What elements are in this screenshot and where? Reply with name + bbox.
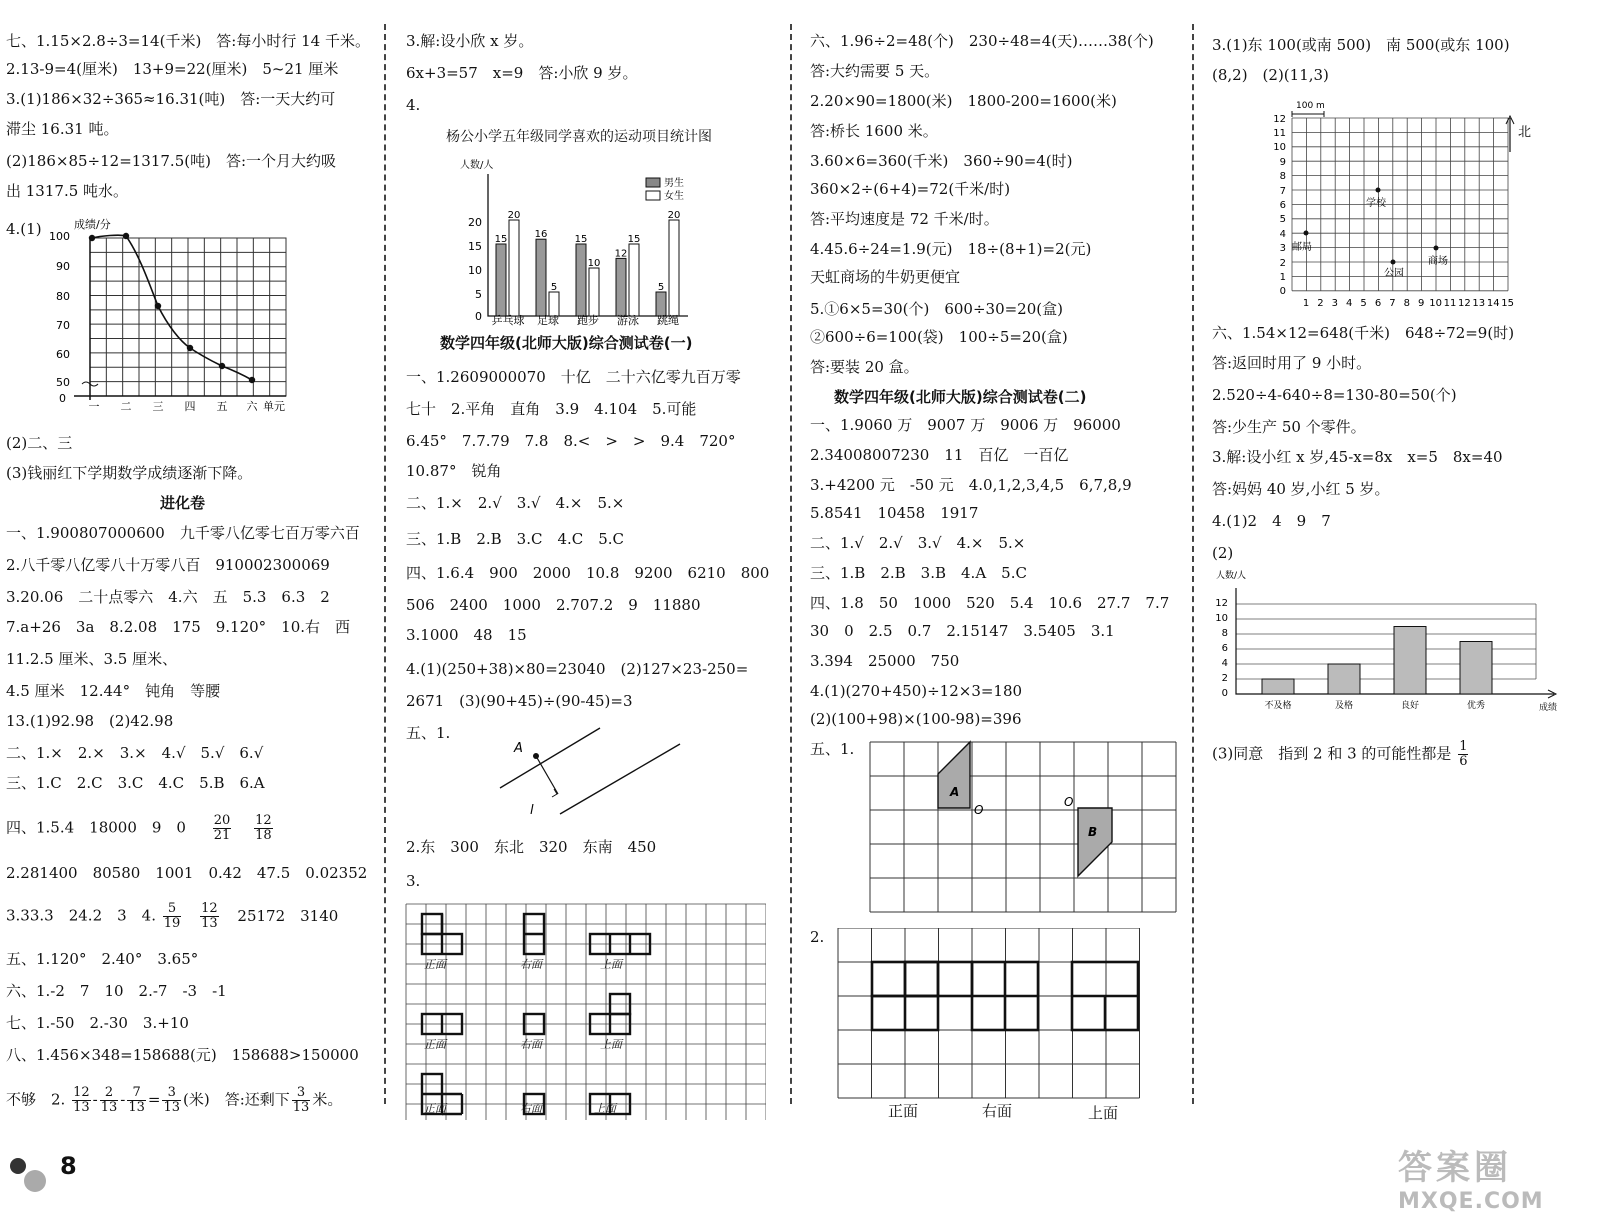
bar-girls	[509, 220, 519, 316]
fraction: $\frac{5}{19}$	[163, 901, 181, 931]
view-label: 上面	[1088, 1104, 1119, 1122]
x-tick: 三	[152, 400, 164, 413]
answer-line: 4.(1)2 4 9 7	[1212, 512, 1331, 530]
answer-line: (8,2) (2)(11,3)	[1212, 66, 1329, 84]
answer-line: (2)二、三	[6, 434, 73, 452]
page-number: 8	[60, 1152, 77, 1180]
y-tick: 50	[56, 376, 70, 389]
y-tick: 10	[1215, 613, 1228, 624]
x-tick: 良好	[1400, 701, 1420, 711]
answer-line: (2)(100+98)×(100-98)=396	[810, 710, 1022, 728]
answer-line: 2.281400 80580 1001 0.42 47.5 0.02352	[6, 864, 368, 882]
answer-line: 答:妈妈 40 岁,小红 5 岁。	[1212, 480, 1390, 498]
answer-line: 13.(1)92.98 (2)42.98	[6, 712, 174, 730]
y-tick: 4	[1279, 229, 1286, 240]
y-tick: 20	[468, 216, 482, 229]
x-tick: 跳绳	[657, 314, 679, 326]
answer-line: 2.八千零八亿零八十万零八百 910002300069	[6, 556, 330, 574]
answer-line: 答:桥长 1600 米。	[810, 122, 938, 140]
answer-line: 5.8541 10458 1917	[810, 504, 979, 522]
point-label: A	[514, 741, 523, 756]
answer-line: 一、1.900807000600 九千零八亿零七百万零六百	[6, 524, 360, 542]
x-tick: 3	[1331, 298, 1338, 309]
view-label: 右面	[520, 958, 542, 971]
answer-line: 4.45.6÷24=1.9(元) 18÷(8+1)=2(元)	[810, 240, 1092, 258]
answer-line: 5.①6×5=30(个) 600÷30=20(盒)	[810, 300, 1063, 318]
answer-line: 3.+4200 元 -50 元 4.0,1,2,3,4,5 6,7,8,9	[810, 476, 1132, 494]
fraction: $\frac{3}{13}$	[292, 1085, 310, 1115]
answer-line: 2.13-9=4(厘米) 13+9=22(厘米) 5~21 厘米	[6, 60, 339, 78]
answer-line: 2671 (3)(90+45)÷(90-45)=3	[406, 692, 633, 710]
answer-line: 3.解:设小欣 x 岁。	[406, 32, 534, 50]
bar-girls	[669, 220, 679, 316]
place-label: 邮局	[1292, 242, 1312, 253]
bar-label: 10	[587, 258, 601, 269]
y-tick: 3	[1279, 243, 1286, 254]
decorative-dot	[10, 1158, 26, 1174]
answer-line: 三、1.B 2.B 3.B 4.A 5.C	[810, 564, 1027, 582]
y-tick: 0	[475, 310, 482, 323]
chart-title: 杨公小学五年级同学喜欢的运动项目统计图	[446, 129, 712, 145]
answer-line: 二、1.× 2.× 3.× 4.√ 5.√ 6.√	[6, 744, 264, 762]
answer-line: 六、1.54×12=648(千米) 648÷72=9(时)	[1212, 324, 1515, 342]
shape-label: A	[950, 785, 960, 799]
view-label: 正面	[424, 958, 446, 971]
y-tick: 8	[1279, 171, 1286, 182]
perpendicular-line-figure	[490, 722, 690, 822]
line-chart-scores	[40, 216, 300, 416]
answer-line: 六、1.96÷2=48(个) 230÷48=4(天)……38(个)	[810, 32, 1154, 50]
answer-line: (2)	[1212, 544, 1234, 562]
y-tick: 90	[56, 260, 70, 273]
view-label: 正面	[888, 1102, 919, 1120]
section-title: 进化卷	[160, 494, 206, 512]
answer-line: 答:要装 20 盒。	[810, 358, 919, 376]
x-tick: 二	[120, 400, 132, 413]
answer-line: 4.(1)(270+450)÷12×3=180	[810, 682, 1023, 700]
x-tick: 一	[88, 400, 100, 413]
x-tick: 6	[1374, 298, 1382, 309]
bar-label: 5	[657, 282, 665, 293]
bar-boys	[576, 244, 586, 316]
y-tick: 15	[468, 240, 482, 253]
x-tick: 优秀	[1466, 701, 1486, 711]
bar-label: 15	[494, 234, 508, 245]
answer-line: 2.东 300 东北 320 东南 450	[406, 838, 657, 856]
fraction: $\frac{12}{18}$	[255, 813, 272, 843]
x-tick: 2	[1317, 298, 1324, 309]
answer-line: 3.	[406, 872, 421, 890]
answer-line: 出 1317.5 吨水。	[6, 182, 129, 200]
bar-girls	[549, 292, 559, 316]
y-tick: 12	[1215, 598, 1228, 609]
view-label: 右面	[520, 1038, 542, 1051]
y-tick: 0	[59, 392, 66, 405]
y-tick: 1	[1279, 272, 1286, 283]
chart-ylabel: 人数/人	[1216, 571, 1247, 581]
y-tick: 9	[1279, 157, 1286, 168]
y-tick: 4	[1221, 658, 1228, 669]
answer-line: 2.520÷4-640÷8=130-80=50(个)	[1212, 386, 1457, 404]
y-tick: 12	[1273, 114, 1286, 125]
x-tick: 5	[1360, 298, 1367, 309]
column-separator	[384, 24, 386, 1104]
answer-line: 4.	[406, 96, 421, 114]
x-tick: 11	[1443, 298, 1457, 309]
north-label: 北	[1518, 125, 1532, 140]
answer-line: 一、1.2609000070 十亿 二十六亿零九百万零	[406, 368, 741, 386]
answer-line: 七、1.-50 2.-30 3.+10	[6, 1014, 189, 1032]
answer-line: 3.1000 48 15	[406, 626, 527, 644]
x-tick: 游泳	[617, 314, 639, 326]
answer-line: 2.20×90=1800(米) 1800-200=1600(米)	[810, 92, 1117, 110]
decorative-dot	[24, 1170, 46, 1192]
answer-line: 五、1.	[406, 724, 451, 742]
answer-line: 答:少生产 50 个零件。	[1212, 418, 1366, 436]
line-label: l	[530, 803, 534, 818]
answer-line: 五、1.	[810, 740, 855, 758]
x-tick: 14	[1486, 298, 1500, 309]
point-label: O	[1064, 795, 1074, 809]
bar-label: 15	[627, 234, 641, 245]
answer-line: 30 0 2.5 0.7 2.15147 3.5405 3.1	[810, 622, 1115, 640]
answer-line: 四、1.6.4 900 2000 10.8 9200 6210 800	[406, 564, 770, 582]
answer-line: 不够 2. $\frac{12}{13}$ - $\frac{2}{13}$ - $\frac{7}{13}$ = $\frac{3}{13}$ (米) 答:还剩下 $\frac{3}{13}$ 米。	[6, 1085, 343, 1115]
answer-line: 4.(1)	[6, 220, 42, 238]
answer-line: 3.60×6=360(千米) 360÷90=4(时)	[810, 152, 1073, 170]
view-label: 上面	[600, 1038, 622, 1051]
fraction: $\frac{12}{13}$	[201, 901, 218, 931]
watermark: 答案圈 MXQE.COM	[1398, 1148, 1544, 1214]
bar-label: 15	[574, 234, 588, 245]
view-label: 右面	[982, 1102, 1013, 1120]
bar-girls	[589, 268, 599, 316]
x-tick: 10	[1429, 298, 1442, 309]
x-tick: 六	[246, 400, 258, 413]
answer-line: 答:大约需要 5 天。	[810, 62, 940, 80]
legend-girl: 女生	[664, 191, 684, 202]
answer-line: ②600÷6=100(袋) 100÷5=20(盒)	[810, 328, 1068, 346]
view-label: 上面	[600, 958, 622, 971]
place-label: 公园	[1384, 268, 1404, 279]
y-tick: 100	[49, 230, 70, 243]
column-separator	[790, 24, 792, 1104]
bar-boys	[656, 292, 666, 316]
y-tick: 0	[1279, 286, 1286, 297]
section-title: 数学四年级(北师大版)综合测试卷(一)	[440, 334, 693, 352]
answer-line: 答:返回时用了 9 小时。	[1212, 354, 1372, 372]
x-label: 成绩	[1538, 703, 1558, 713]
answer-line: 二、1.× 2.√ 3.√ 4.× 5.×	[406, 494, 625, 512]
answer-line: 一、1.9060 万 9007 万 9006 万 96000	[810, 416, 1121, 434]
x-tick: 足球	[537, 314, 559, 326]
y-tick: 5	[475, 288, 482, 301]
bar-label: 20	[507, 210, 521, 221]
fraction: $\frac{12}{13}$	[73, 1085, 90, 1115]
bar-girls	[629, 244, 639, 316]
answer-line: 天虹商场的牛奶更便宜	[810, 268, 961, 286]
bar-grade	[1262, 679, 1294, 694]
bar-label: 5	[550, 282, 558, 293]
x-unit: 单元	[263, 400, 285, 413]
bar-chart-grades	[1208, 566, 1564, 716]
x-tick: 五	[216, 400, 228, 413]
bar-label: 12	[614, 248, 628, 260]
fraction: $\frac{1}{6}$	[1459, 739, 1468, 769]
answer-line: 八、1.456×348=158688(元) 158688>150000	[6, 1046, 359, 1064]
view-label: 正面	[424, 1038, 446, 1051]
answer-line: 4.(1)(250+38)×80=23040 (2)127×23-250=	[406, 660, 749, 678]
answer-line: 3.20.06 二十点零六 4.六 五 5.3 6.3 2	[6, 588, 330, 606]
view-label: 右面	[520, 1102, 542, 1115]
x-tick: 1	[1302, 298, 1310, 309]
bar-grade	[1328, 664, 1360, 694]
x-tick: 跑步	[577, 314, 599, 326]
view-label: 上面	[594, 1102, 616, 1115]
x-tick: 不及格	[1264, 701, 1292, 711]
y-tick: 0	[1221, 688, 1228, 699]
answer-line: 七十 2.平角 直角 3.9 4.104 5.可能	[406, 400, 697, 418]
legend-boy: 男生	[664, 178, 684, 189]
answer-line: 11.2.5 厘米、3.5 厘米、	[6, 650, 178, 668]
bar-grade	[1460, 642, 1492, 695]
answer-line: 答:平均速度是 72 千米/时。	[810, 210, 999, 228]
bar-boys	[616, 258, 626, 316]
point-label: O	[974, 803, 984, 817]
views-grid	[836, 928, 1142, 1128]
place-label: 学校	[1366, 198, 1386, 209]
answer-line: 五、1.120° 2.40° 3.65°	[6, 950, 199, 968]
bar-chart-sports	[456, 154, 716, 326]
x-tick: 12	[1458, 298, 1471, 309]
answer-line: 3.33.3 24.2 3 4. $\frac{5}{19}$ $\frac{12}{13}$ 25172 3140	[6, 901, 339, 931]
answer-line: 3.394 25000 750	[810, 652, 960, 670]
legend-girl-swatch	[646, 191, 660, 200]
chart-ylabel: 人数/人	[460, 160, 494, 171]
place-label: 商场	[1428, 256, 1448, 267]
answer-line: 6x+3=57 x=9 答:小欣 9 岁。	[406, 64, 638, 82]
y-tick: 10	[468, 264, 482, 277]
answer-line: 三、1.C 2.C 3.C 4.C 5.B 6.A	[6, 774, 265, 792]
answer-line: 二、1.√ 2.√ 3.√ 4.× 5.×	[810, 534, 1026, 552]
answer-line: 6.45° 7.7.79 7.8 8.< > > 9.4 720°	[406, 432, 736, 450]
y-tick: 70	[56, 319, 70, 332]
answer-line: 2.34008007230 11 百亿 一百亿	[810, 446, 1069, 464]
answer-line: (3)同意 指到 2 和 3 的可能性都是 $\frac{1}{6}$	[1212, 739, 1468, 769]
fraction: $\frac{3}{13}$	[163, 1085, 181, 1115]
y-tick: 2	[1221, 673, 1228, 684]
answer-line: 360×2÷(6+4)=72(千米/时)	[810, 180, 1011, 198]
answer-line: 10.87° 锐角	[406, 462, 502, 480]
answer-line: 3.(1)186×32÷365≈16.31(吨) 答:一天大约可	[6, 90, 336, 108]
y-tick: 2	[1279, 258, 1286, 269]
rotation-grid	[866, 740, 1184, 920]
y-tick: 60	[56, 348, 70, 361]
fraction: $\frac{2}{13}$	[100, 1085, 118, 1115]
x-tick: 7	[1389, 298, 1396, 309]
map-scale: 100 m	[1296, 101, 1325, 111]
bar-label: 16	[534, 229, 548, 241]
view-label: 正面	[424, 1102, 446, 1115]
chart-ylabel: 成绩/分	[74, 218, 111, 231]
answer-line: 四、1.5.4 18000 9 0 $\frac{20}{21}$ $\frac{12}{18}$	[6, 813, 272, 843]
answer-line: 3.解:设小红 x 岁,45-x=8x x=5 8x=40	[1212, 448, 1503, 466]
answer-line: (2)186×85÷12=1317.5(吨) 答:一个月大约吸	[6, 152, 337, 170]
y-tick: 11	[1273, 128, 1286, 139]
answer-line: 2.	[810, 928, 825, 946]
answer-line: (3)钱丽红下学期数学成绩逐渐下降。	[6, 464, 253, 482]
y-tick: 6	[1221, 643, 1228, 654]
x-tick: 乒乓球	[491, 314, 525, 326]
x-tick: 8	[1403, 298, 1410, 309]
bar-boys	[496, 244, 506, 316]
three-views-grid	[404, 900, 766, 1120]
bar-boys	[536, 239, 546, 316]
fraction: $\frac{20}{21}$	[213, 813, 231, 843]
answer-line: 滞尘 16.31 吨。	[6, 120, 119, 138]
x-tick: 15	[1501, 298, 1514, 309]
y-tick: 10	[1273, 142, 1286, 153]
coordinate-map	[1262, 96, 1552, 314]
y-tick: 6	[1279, 200, 1286, 211]
bar-label: 20	[667, 210, 681, 221]
answer-line: 7.a+26 3a 8.2.08 175 9.120° 10.右 西	[6, 618, 351, 636]
y-tick: 80	[56, 290, 70, 303]
x-tick: 及格	[1334, 701, 1354, 711]
answer-line: 4.5 厘米 12.44° 钝角 等腰	[6, 682, 221, 700]
answer-line: 3.(1)东 100(或南 500) 南 500(或东 100)	[1212, 36, 1510, 54]
answer-line: 三、1.B 2.B 3.C 4.C 5.C	[406, 530, 625, 548]
answer-line: 六、1.-2 7 10 2.-7 -3 -1	[6, 982, 227, 1000]
answer-line: 506 2400 1000 2.707.2 9 11880	[406, 596, 701, 614]
legend-boy-swatch	[646, 178, 660, 187]
bar-grade	[1394, 627, 1426, 695]
answer-line: 七、1.15×2.8÷3=14(千米) 答:每小时行 14 千米。	[6, 32, 370, 50]
section-title: 数学四年级(北师大版)综合测试卷(二)	[834, 388, 1087, 406]
x-tick: 4	[1346, 298, 1353, 309]
y-tick: 8	[1221, 628, 1228, 639]
answer-line: 四、1.8 50 1000 520 5.4 10.6 27.7 7.7	[810, 594, 1170, 612]
fraction: $\frac{7}{13}$	[128, 1085, 145, 1115]
x-tick: 四	[184, 400, 196, 413]
shape-label: B	[1088, 825, 1098, 839]
y-tick: 5	[1279, 214, 1286, 225]
y-tick: 7	[1279, 186, 1286, 197]
column-separator	[1192, 24, 1194, 1104]
x-tick: 9	[1418, 298, 1425, 309]
x-tick: 13	[1472, 298, 1486, 309]
